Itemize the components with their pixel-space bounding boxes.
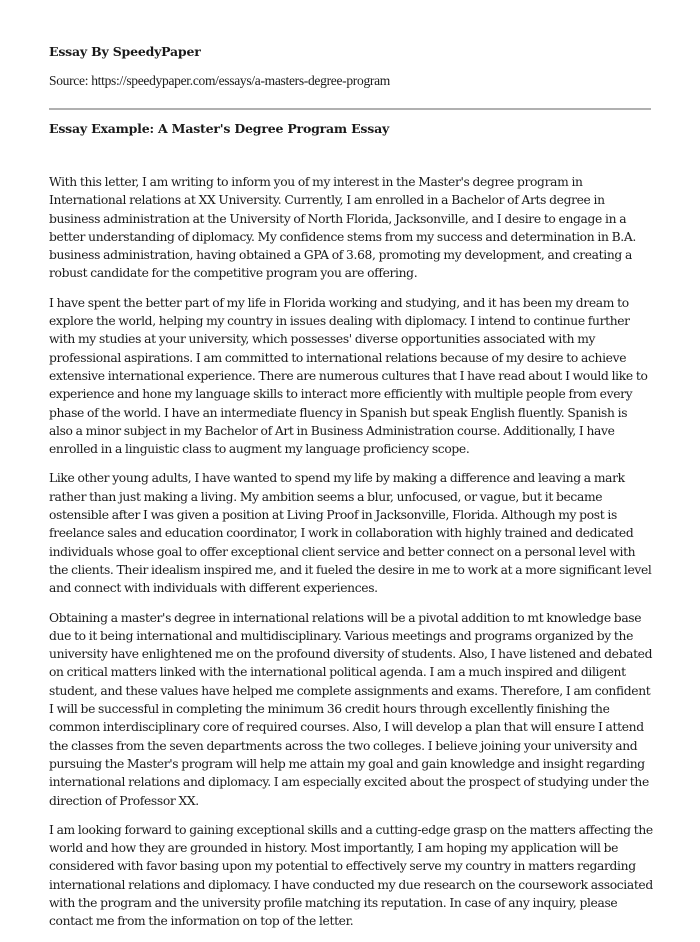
author-line: Essay By SpeedyPaper — [49, 44, 201, 59]
paragraph-5: I am looking forward to gaining exceptional skills and a cutting-edge grasp on the matters affecting the world and how they are grounded in history. Most importantly, I am hoping my application will be considered with favor basing upon my potential to effectively serve my country in matters regarding international relations and diplomacy. I have conducted my due research on the coursework associated with the program and the university profile matching its reputation. In case of any inquiry, please contact me from the information on top of the letter. — [49, 822, 653, 929]
source-line: Source: https://speedypaper.com/essays/a-masters-degree-program — [49, 73, 390, 88]
paragraph-4: Obtaining a master's degree in international relations will be a pivotal addition to mt knowledge base due to it being international and multidisciplinary. Various meetings and programs organized by the university have enlightened me on the profound diversity of students. Also, I have listened and debated on critical matters linked with the international political agenda. I am a much inspired and diligent student, and these values have helped me complete assignments and exams. Therefore, I am confident I will be successful in completing the minimum 36 credit hours through excellently finishing the common interdisciplinary core of required courses. Also, I will develop a plan that will ensure I attend the classes from the seven departments across the two colleges. I believe joining your university and pursuing the Master's program will help me attain my goal and gain knowledge and insight regarding international relations and diplomacy. I am especially excited about the prospect of studying under the direction of Professor XX. — [49, 610, 653, 808]
paragraph-2: I have spent the better part of my life in Florida working and studying, and it has been my dream to explore the world, helping my country in issues dealing with diplomacy. I intend to continue further with my studies at your university, which possesses' diverse opportunities associated with my professional aspirations. I am committed to international relations because of my desire to achieve extensive international experience. There are numerous cultures that I have read about I would like to experience and hone my language skills to interact more efficiently with multiple people from every phase of the world. I have an intermediate fluency in Spanish but speak English fluently. Spanish is also a minor subject in my Bachelor of Art in Business Administration course. Additionally, I have enrolled in a linguistic class to augment my language proficiency scope. — [49, 295, 648, 457]
paragraph-1: With this letter, I am writing to inform you of my interest in the Master's degree program in International relations at XX University. Currently, I am enrolled in a Bachelor of Arts degree in business administration at the University of North Florida, Jacksonville, and I desire to engage in a better understanding of diplomacy. My confidence stems from my success and determination in B.A. business administration, having obtained a GPA of 3.68, promoting my development, and creating a robust candidate for the competitive program you are offering. — [49, 175, 636, 281]
essay-title: Essay Example: A Master's Degree Program Essay — [49, 121, 390, 136]
essay-body — [49, 173, 653, 942]
header-divider — [49, 108, 651, 110]
paragraph-3: Like other young adults, I have wanted to spend my life by making a difference and leaving a mark rather than just making a living. My ambition seems a blur, unfocused, or vague, but it became ostensible after I was given a position at Living Proof in Jacksonville, Florida. Although my post is freelance sales and education coordinator, I work in collaboration with highly trained and dedicated individuals whose goal to offer exceptional client service and better connect on a personal level with the clients. Their idealism inspired me, and it fueled the desire in me to work at a more significant level and connect with individuals with different experiences. — [49, 471, 652, 596]
